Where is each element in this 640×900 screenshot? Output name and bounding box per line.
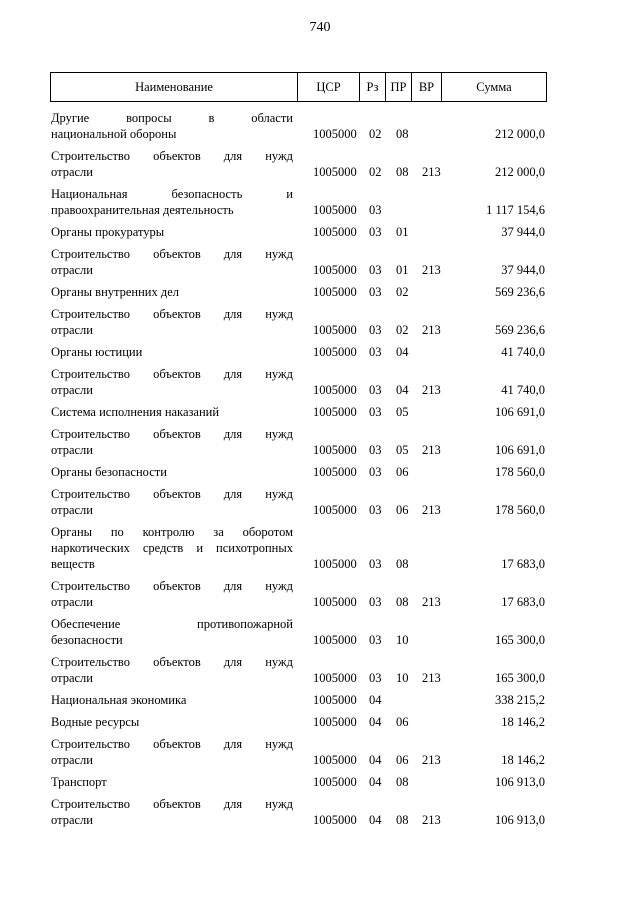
row-codes	[51, 670, 547, 686]
cell-sum: 37 944,0	[501, 225, 545, 239]
table-row	[51, 692, 547, 708]
row-name-line: правоохранительная деятельность	[51, 203, 234, 217]
cell-pr: 04	[396, 383, 409, 397]
table-row	[51, 796, 547, 828]
row-name-line: Национальная экономика	[51, 693, 187, 707]
row-name-line: Строительство объектов для нужд	[51, 797, 293, 811]
cell-pr: 08	[396, 813, 409, 827]
row-name-line: отрасли	[51, 165, 93, 179]
row-name-line: отрасли	[51, 503, 93, 517]
cell-vr: 213	[422, 263, 441, 277]
table-row	[51, 616, 547, 648]
header-rz: Рз	[360, 73, 386, 102]
page-number: 740	[309, 20, 331, 35]
cell-pr: 10	[396, 671, 409, 685]
cell-sum: 106 691,0	[495, 443, 545, 457]
table-row	[51, 736, 547, 768]
cell-csr: 1005000	[313, 633, 357, 647]
row-name-line: Строительство объектов для нужд	[51, 149, 293, 163]
cell-pr: 08	[396, 775, 409, 789]
cell-sum: 165 300,0	[495, 633, 545, 647]
cell-pr: 08	[396, 165, 409, 179]
cell-csr: 1005000	[313, 225, 357, 239]
row-name-line: веществ	[51, 557, 95, 571]
row-name-line: Другие вопросы в области	[51, 111, 293, 125]
cell-sum: 569 236,6	[495, 323, 545, 337]
cell-rz: 04	[369, 693, 382, 707]
cell-pr: 10	[396, 633, 409, 647]
cell-csr: 1005000	[313, 503, 357, 517]
row-name-line: Строительство объектов для нужд	[51, 247, 293, 261]
cell-csr: 1005000	[313, 443, 357, 457]
cell-rz: 03	[369, 405, 382, 419]
cell-rz: 02	[369, 165, 382, 179]
cell-rz: 03	[369, 503, 382, 517]
cell-pr: 08	[396, 557, 409, 571]
cell-rz: 03	[369, 323, 382, 337]
row-name-line: отрасли	[51, 383, 93, 397]
cell-sum: 106 913,0	[495, 813, 545, 827]
cell-csr: 1005000	[313, 165, 357, 179]
cell-csr: 1005000	[313, 383, 357, 397]
cell-vr: 213	[422, 753, 441, 767]
cell-sum: 178 560,0	[495, 465, 545, 479]
cell-pr: 05	[396, 405, 409, 419]
row-name-line: отрасли	[51, 813, 93, 827]
cell-pr: 04	[396, 345, 409, 359]
table-row	[51, 774, 547, 790]
row-name-line: безопасности	[51, 633, 123, 647]
cell-vr: 213	[422, 165, 441, 179]
cell-csr: 1005000	[313, 405, 357, 419]
table-row	[51, 404, 547, 420]
cell-sum: 17 683,0	[501, 595, 545, 609]
row-name-line: Строительство объектов для нужд	[51, 579, 293, 593]
row-name-line: отрасли	[51, 443, 93, 457]
cell-rz: 03	[369, 285, 382, 299]
cell-vr: 213	[422, 503, 441, 517]
row-codes	[51, 752, 547, 768]
header-vr: ВР	[412, 73, 442, 102]
cell-csr: 1005000	[313, 671, 357, 685]
row-name-line: Органы внутренних дел	[51, 285, 180, 299]
row-name-line: Транспорт	[51, 775, 107, 789]
row-name-line: Строительство объектов для нужд	[51, 487, 293, 501]
cell-pr: 06	[396, 753, 409, 767]
row-name-line: Обеспечение противопожарной	[51, 617, 293, 631]
row-codes	[51, 502, 547, 518]
cell-pr: 01	[396, 225, 409, 239]
row-name-line: Национальная безопасность и	[51, 187, 293, 201]
row-codes	[51, 594, 547, 610]
cell-csr: 1005000	[313, 285, 357, 299]
cell-vr: 213	[422, 323, 441, 337]
cell-rz: 03	[369, 225, 382, 239]
table-row	[51, 284, 547, 300]
row-name-line: национальной обороны	[51, 127, 177, 141]
cell-sum: 212 000,0	[495, 127, 545, 141]
row-codes	[51, 202, 547, 218]
table-row	[51, 486, 547, 518]
table-row	[51, 246, 547, 278]
cell-rz: 03	[369, 263, 382, 277]
cell-sum: 17 683,0	[501, 557, 545, 571]
cell-sum: 569 236,6	[495, 285, 545, 299]
row-codes	[51, 164, 547, 180]
table-row	[51, 426, 547, 458]
header-pr: ПР	[386, 73, 412, 102]
row-codes	[51, 404, 547, 420]
row-name-line: Строительство объектов для нужд	[51, 655, 293, 669]
cell-sum: 212 000,0	[495, 165, 545, 179]
cell-pr: 08	[396, 595, 409, 609]
row-codes	[51, 262, 547, 278]
cell-sum: 18 146,2	[501, 753, 545, 767]
cell-pr: 06	[396, 465, 409, 479]
table-row	[51, 578, 547, 610]
cell-rz: 03	[369, 203, 382, 217]
cell-rz: 03	[369, 383, 382, 397]
cell-csr: 1005000	[313, 263, 357, 277]
row-codes	[51, 344, 547, 360]
cell-vr: 213	[422, 443, 441, 457]
cell-csr: 1005000	[313, 465, 357, 479]
cell-sum: 1 117 154,6	[486, 203, 545, 217]
row-name-line: Органы по контролю за оборотом	[51, 525, 293, 539]
cell-csr: 1005000	[313, 323, 357, 337]
cell-csr: 1005000	[313, 775, 357, 789]
row-codes	[51, 714, 547, 730]
cell-rz: 04	[369, 775, 382, 789]
row-name-line: Органы безопасности	[51, 465, 167, 479]
row-name-line: Строительство объектов для нужд	[51, 307, 293, 321]
row-name-line: Водные ресурсы	[51, 715, 140, 729]
cell-pr: 08	[396, 127, 409, 141]
row-codes	[51, 442, 547, 458]
cell-csr: 1005000	[313, 345, 357, 359]
cell-rz: 02	[369, 127, 382, 141]
cell-csr: 1005000	[313, 595, 357, 609]
cell-csr: 1005000	[313, 813, 357, 827]
row-name-line: отрасли	[51, 263, 93, 277]
cell-sum: 18 146,2	[501, 715, 545, 729]
cell-rz: 04	[369, 715, 382, 729]
row-name-line: Строительство объектов для нужд	[51, 427, 293, 441]
cell-pr: 05	[396, 443, 409, 457]
table-row	[51, 186, 547, 218]
row-codes	[51, 382, 547, 398]
cell-csr: 1005000	[313, 715, 357, 729]
cell-sum: 41 740,0	[501, 383, 545, 397]
row-codes	[51, 224, 547, 240]
cell-rz: 03	[369, 595, 382, 609]
row-name-line: Строительство объектов для нужд	[51, 367, 293, 381]
cell-rz: 03	[369, 465, 382, 479]
row-codes	[51, 322, 547, 338]
table-row	[51, 306, 547, 338]
cell-vr: 213	[422, 813, 441, 827]
cell-csr: 1005000	[313, 693, 357, 707]
cell-csr: 1005000	[313, 557, 357, 571]
row-name-line: отрасли	[51, 671, 93, 685]
header-sum: Сумма	[442, 73, 547, 102]
cell-csr: 1005000	[313, 753, 357, 767]
cell-pr: 02	[396, 285, 409, 299]
cell-sum: 106 691,0	[495, 405, 545, 419]
cell-vr: 213	[422, 595, 441, 609]
cell-csr: 1005000	[313, 203, 357, 217]
row-name-line: Органы юстиции	[51, 345, 143, 359]
table-row	[51, 110, 547, 142]
row-codes	[51, 632, 547, 648]
cell-rz: 03	[369, 671, 382, 685]
table-row	[51, 464, 547, 480]
cell-sum: 338 215,2	[495, 693, 545, 707]
cell-sum: 178 560,0	[495, 503, 545, 517]
cell-pr: 06	[396, 503, 409, 517]
row-codes	[51, 774, 547, 790]
table-row	[51, 224, 547, 240]
table-row	[51, 366, 547, 398]
row-codes	[51, 126, 547, 142]
cell-csr: 1005000	[313, 127, 357, 141]
cell-rz: 04	[369, 753, 382, 767]
cell-rz: 03	[369, 443, 382, 457]
table-header	[50, 72, 547, 102]
row-name-line: Органы прокуратуры	[51, 225, 165, 239]
table-row	[51, 148, 547, 180]
cell-pr: 06	[396, 715, 409, 729]
row-codes	[51, 464, 547, 480]
cell-rz: 03	[369, 633, 382, 647]
table-row	[51, 654, 547, 686]
table-row	[51, 714, 547, 730]
row-codes	[51, 812, 547, 828]
row-name-line: Строительство объектов для нужд	[51, 737, 293, 751]
cell-rz: 04	[369, 813, 382, 827]
header-csr: ЦСР	[298, 73, 360, 102]
row-name-line: отрасли	[51, 323, 93, 337]
cell-sum: 165 300,0	[495, 671, 545, 685]
table-body	[51, 110, 547, 834]
cell-rz: 03	[369, 345, 382, 359]
cell-vr: 213	[422, 383, 441, 397]
cell-rz: 03	[369, 557, 382, 571]
row-name-line: отрасли	[51, 595, 93, 609]
row-name-line: Система исполнения наказаний	[51, 405, 220, 419]
row-codes	[51, 284, 547, 300]
table-row	[51, 344, 547, 360]
cell-sum: 41 740,0	[501, 345, 545, 359]
cell-sum: 37 944,0	[501, 263, 545, 277]
row-codes	[51, 692, 547, 708]
header-name: Наименование	[51, 73, 298, 102]
cell-pr: 02	[396, 323, 409, 337]
table-row	[51, 524, 547, 572]
row-name-line: отрасли	[51, 753, 93, 767]
cell-pr: 01	[396, 263, 409, 277]
cell-sum: 106 913,0	[495, 775, 545, 789]
row-name-line: наркотических средств и психотропных	[51, 541, 293, 555]
cell-vr: 213	[422, 671, 441, 685]
row-codes	[51, 556, 547, 572]
